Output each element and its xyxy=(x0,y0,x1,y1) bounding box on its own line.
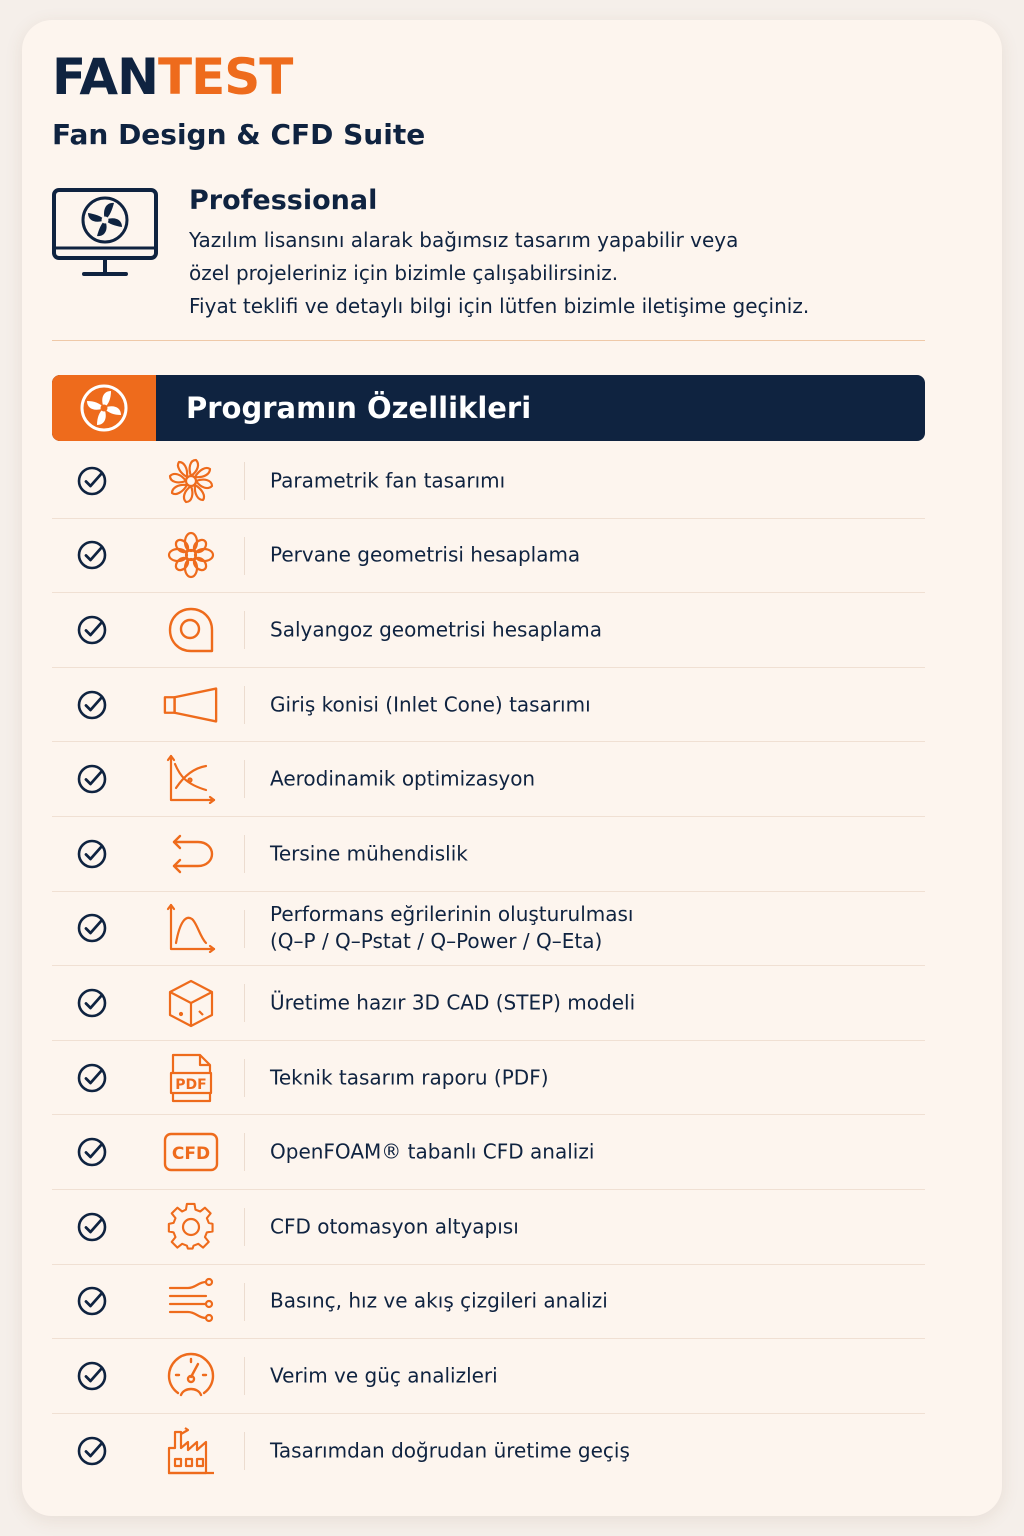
brand-logo: FANTEST xyxy=(52,48,293,106)
reverse-arrow-icon xyxy=(166,829,216,879)
row-divider xyxy=(244,1208,245,1246)
feature-row xyxy=(52,742,925,817)
check-icon xyxy=(76,1136,108,1168)
propeller-icon xyxy=(166,530,216,580)
feature-label: Giriş konisi (Inlet Cone) tasarımı xyxy=(270,692,591,717)
check-icon xyxy=(76,1360,108,1392)
svg-text:PDF: PDF xyxy=(175,1076,207,1093)
feature-row xyxy=(52,668,925,743)
row-divider xyxy=(244,1283,245,1321)
feature-row xyxy=(52,966,925,1041)
row-divider xyxy=(244,1059,245,1097)
row-divider xyxy=(244,1432,245,1470)
check-icon xyxy=(76,763,108,795)
gear-icon xyxy=(166,1202,216,1252)
gauge-icon xyxy=(166,1351,216,1401)
professional-text-line: Fiyat teklifi ve detaylı bilgi için lütfen bizimle iletişime geçiniz. xyxy=(189,294,810,318)
svg-text:CFD: CFD xyxy=(171,1144,211,1165)
check-icon xyxy=(76,912,108,944)
feature-label: Parametrik fan tasarımı xyxy=(270,468,506,493)
row-divider xyxy=(244,686,245,724)
fan-wheel-icon xyxy=(166,456,216,506)
check-icon xyxy=(76,838,108,870)
fan-icon xyxy=(52,375,156,441)
check-icon xyxy=(76,1211,108,1243)
features-title: Programın Özellikleri xyxy=(186,391,532,425)
cube-icon xyxy=(166,978,216,1028)
row-divider xyxy=(244,984,245,1022)
row-divider xyxy=(244,1357,245,1395)
row-divider xyxy=(244,910,245,948)
row-divider xyxy=(244,462,245,500)
check-icon xyxy=(76,614,108,646)
professional-text-line: özel projeleriniz için bizimle çalışabilirsiniz. xyxy=(189,261,619,285)
feature-label: Tersine mühendislik xyxy=(270,841,468,866)
feature-label: Salyangoz geometrisi hesaplama xyxy=(270,617,602,642)
feature-label: Aerodinamik optimizasyon xyxy=(270,766,536,791)
professional-title: Professional xyxy=(189,185,378,216)
check-icon xyxy=(76,1062,108,1094)
cfd-badge-icon xyxy=(163,1127,219,1177)
row-divider xyxy=(244,835,245,873)
feature-label: Üretime hazır 3D CAD (STEP) modeli xyxy=(270,990,636,1015)
row-divider xyxy=(244,611,245,649)
feature-row xyxy=(52,1190,925,1265)
check-icon xyxy=(76,987,108,1019)
brand-subtitle: Fan Design & CFD Suite xyxy=(52,118,426,151)
feature-row xyxy=(52,1115,925,1190)
check-icon xyxy=(76,539,108,571)
features-header xyxy=(52,375,925,441)
section-divider xyxy=(52,340,925,341)
feature-row xyxy=(52,817,925,892)
feature-label: Verim ve güç analizleri xyxy=(270,1363,498,1388)
inlet-cone-icon xyxy=(162,680,220,730)
feature-label: Performans eğrilerinin oluşturulması (Q–P / Q–Pstat / Q–Power / Q–Eta) xyxy=(270,902,634,954)
feature-label: CFD otomasyon altyapısı xyxy=(270,1214,519,1239)
factory-icon xyxy=(166,1426,216,1476)
feature-label: Teknik tasarım raporu (PDF) xyxy=(270,1065,549,1090)
volute-icon xyxy=(166,605,216,655)
feature-label: OpenFOAM® tabanlı CFD analizi xyxy=(270,1139,595,1164)
features-list xyxy=(52,444,925,1488)
feature-row xyxy=(52,593,925,668)
pdf-file-icon xyxy=(166,1053,216,1103)
optimization-chart-icon xyxy=(166,754,216,804)
feature-label: Tasarımdan doğrudan üretime geçiş xyxy=(270,1438,630,1463)
feature-row xyxy=(52,1265,925,1340)
feature-row xyxy=(52,1339,925,1414)
check-icon xyxy=(76,689,108,721)
feature-row xyxy=(52,444,925,519)
professional-text-line: Yazılım lisansını alarak bağımsız tasarım yapabilir veya xyxy=(189,228,739,252)
performance-curve-icon xyxy=(166,903,216,953)
check-icon xyxy=(76,1435,108,1467)
feature-label: Pervane geometrisi hesaplama xyxy=(270,542,581,567)
feature-row xyxy=(52,1041,925,1116)
flow-lines-icon xyxy=(166,1276,216,1326)
row-divider xyxy=(244,537,245,575)
feature-row xyxy=(52,519,925,594)
row-divider xyxy=(244,760,245,798)
check-icon xyxy=(76,465,108,497)
professional-section xyxy=(189,185,949,323)
monitor-fan-icon xyxy=(50,186,160,282)
check-icon xyxy=(76,1285,108,1317)
feature-row xyxy=(52,892,925,967)
feature-row xyxy=(52,1414,925,1489)
feature-label: Basınç, hız ve akış çizgileri analizi xyxy=(270,1288,608,1313)
row-divider xyxy=(244,1133,245,1171)
